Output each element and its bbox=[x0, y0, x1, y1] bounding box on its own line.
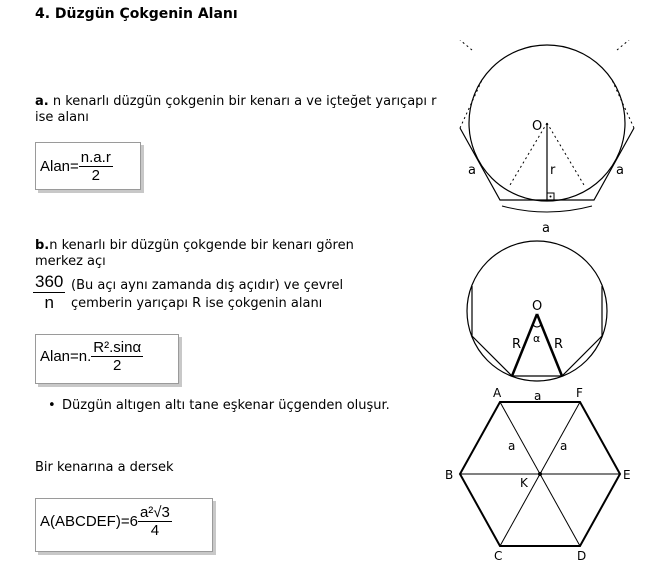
central-angle-fraction bbox=[33, 272, 65, 313]
part-a-description: n kenarlı düzgün çokgenin bir kenarı a ve içteğet yarıçapı r ise alanı bbox=[35, 94, 437, 125]
formula-a-box bbox=[35, 142, 141, 190]
fig2-angle-label: α bbox=[533, 332, 541, 345]
bullet-dot-icon: • bbox=[48, 398, 56, 413]
part-b-line1: n kenarlı bir düzgün çokgende bir kenarı gören bbox=[49, 238, 354, 253]
formula-c-lhs: A(ABCDEF)=6 bbox=[40, 513, 138, 530]
formula-b-numerator: R².sinα bbox=[93, 339, 142, 356]
part-c-text: Bir kenarına a dersek bbox=[35, 460, 174, 475]
bullet-text: Düzgün altıgen altı tane eşkenar üçgenden oluşur. bbox=[62, 398, 390, 413]
formula-a-lhs: Alan= bbox=[40, 158, 79, 175]
figure-circumcircle bbox=[462, 236, 612, 391]
part-a-marker: a. bbox=[35, 94, 49, 109]
dotted-top-right bbox=[617, 40, 629, 50]
center-K-label: K bbox=[520, 476, 528, 490]
fig1-center-label: O bbox=[532, 119, 543, 134]
polygon-dotted-left bbox=[460, 80, 482, 128]
dotted-top-left bbox=[460, 40, 472, 50]
part-b-line3: (Bu açı aynı zamanda dış açıdır) ve çevrel bbox=[71, 278, 344, 293]
central-angle-numerator: 360 bbox=[35, 272, 64, 291]
part-b-text bbox=[35, 238, 455, 270]
vertex-D-label: D bbox=[577, 549, 587, 563]
formula-c-numerator: a²√3 bbox=[139, 504, 170, 521]
bottom-brace bbox=[502, 206, 592, 212]
page-title: 4. Düzgün Çokgenin Alanı bbox=[35, 6, 238, 22]
formula-b-lhs: Alan=n. bbox=[40, 348, 92, 365]
fig1-side-bottom-label: a bbox=[542, 221, 550, 236]
hexagon-inner-left-label: a bbox=[508, 439, 516, 453]
hexagon-top-side-label: a bbox=[534, 389, 542, 403]
fig1-side-left-label: a bbox=[468, 163, 476, 178]
central-angle-row bbox=[33, 272, 453, 318]
part-a-text bbox=[35, 94, 455, 126]
formula-b-box bbox=[35, 334, 179, 384]
fig2-center-label: O bbox=[532, 299, 543, 314]
center-point-K bbox=[538, 472, 542, 476]
polygon-dotted-right bbox=[612, 80, 634, 128]
right-angle-dot bbox=[550, 196, 552, 198]
hexagon-inner-right-label: a bbox=[560, 439, 568, 453]
vertex-E-label: E bbox=[623, 468, 631, 482]
formula-b-denominator: 2 bbox=[113, 357, 122, 374]
formula-a-numerator: n.a.r bbox=[80, 149, 111, 166]
vertex-F-label: F bbox=[576, 386, 583, 400]
formula-c-denominator: 4 bbox=[150, 522, 160, 539]
formula-a-denominator: 2 bbox=[91, 167, 100, 184]
vertex-C-label: C bbox=[494, 549, 503, 563]
fig2-radius-right-label: R bbox=[554, 337, 564, 352]
angle-arc bbox=[533, 325, 541, 327]
central-angle-denominator: n bbox=[44, 293, 54, 312]
bullet-item bbox=[48, 398, 442, 414]
formula-c-box bbox=[35, 498, 213, 552]
part-b-line2: merkez açı bbox=[35, 254, 106, 269]
fig2-radius-left-label: R bbox=[512, 337, 522, 352]
part-b-marker: b. bbox=[35, 238, 50, 253]
fig1-radius-label: r bbox=[550, 163, 556, 178]
figure-inscribed-circle bbox=[452, 40, 642, 240]
figure-hexagon bbox=[440, 384, 640, 564]
fig1-side-right-label: a bbox=[616, 163, 624, 178]
vertex-B-label: B bbox=[445, 468, 454, 482]
vertex-A-label: A bbox=[493, 386, 502, 400]
part-b-line4: çemberin yarıçapı R ise çokgenin alanı bbox=[71, 296, 323, 311]
